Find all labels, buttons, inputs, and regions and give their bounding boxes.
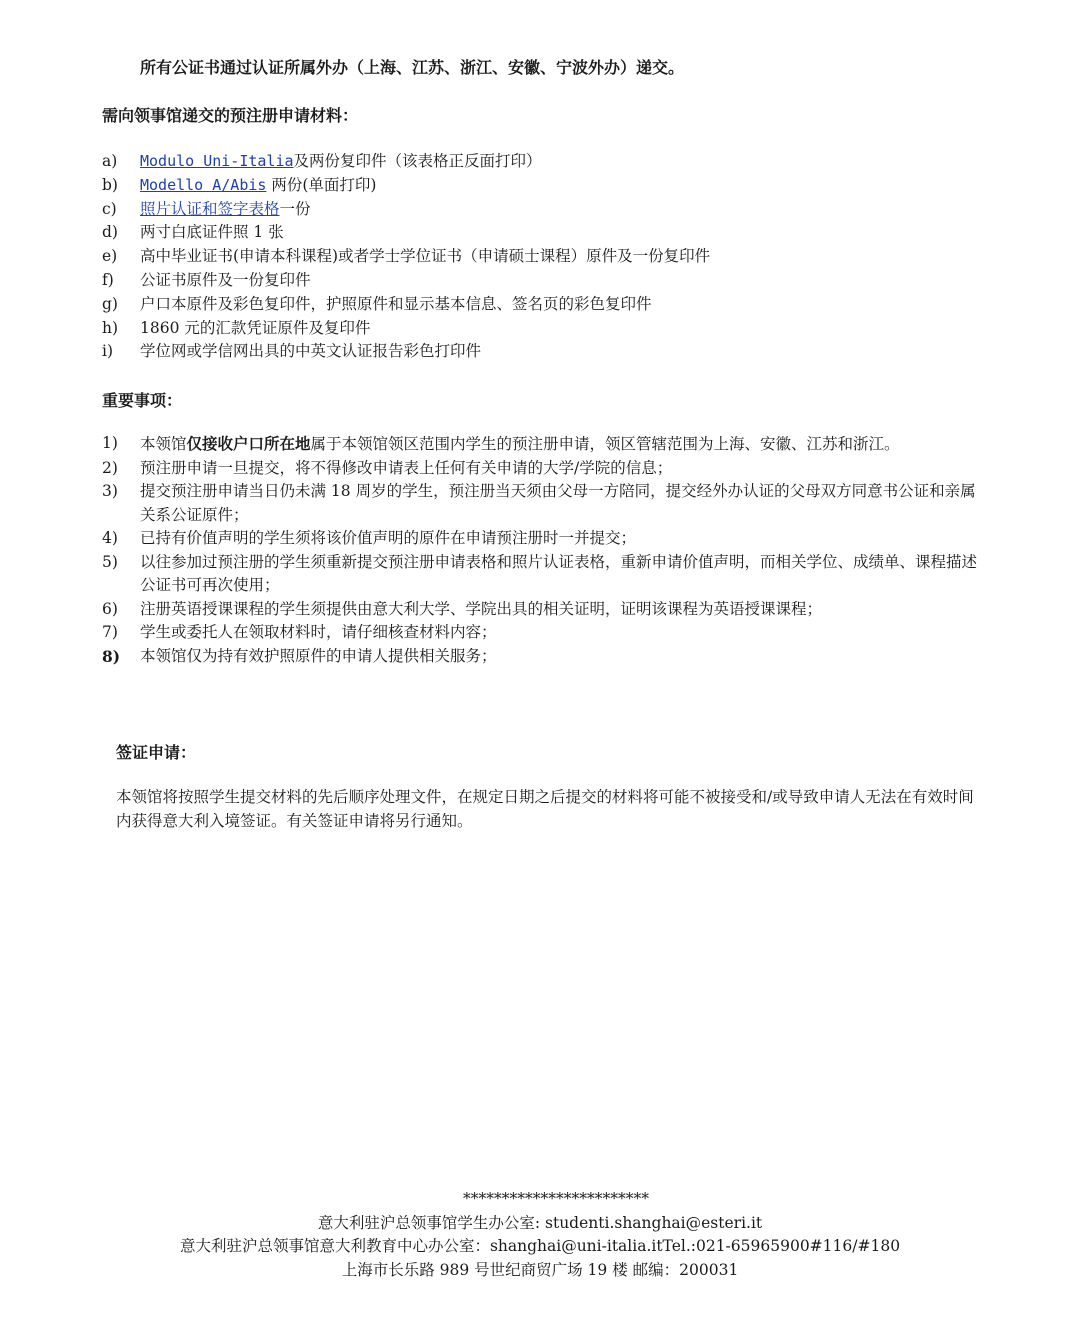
modello-a-abis-link[interactable]: Modello A/Abis xyxy=(140,175,267,194)
list-item xyxy=(102,551,982,598)
list-marker: 2) xyxy=(102,458,118,477)
list-item-text: 提交预注册申请当日仍未满 18 周岁的学生，预注册当天须由父母一方陪同，提交经外办认证的父母双方同意书公证和亲属关系公证原件； xyxy=(140,482,976,524)
list-marker: 1) xyxy=(102,434,118,452)
list-item-text: 户口本原件及彩色复印件，护照原件和显示基本信息、签名页的彩色复印件 xyxy=(140,294,652,313)
list-marker: 4) xyxy=(102,529,118,547)
list-marker: b) xyxy=(102,175,118,194)
list-marker: f) xyxy=(102,270,114,289)
list-item xyxy=(102,457,982,481)
list-marker: i) xyxy=(102,342,114,361)
list-marker: 5) xyxy=(102,552,118,571)
list-item-text: 一份 xyxy=(279,199,311,218)
list-item xyxy=(102,269,982,293)
footer-separator: ************************ xyxy=(463,1190,649,1208)
list-item xyxy=(102,480,982,527)
list-item xyxy=(102,174,982,198)
list-marker: d) xyxy=(102,223,118,242)
list-item xyxy=(102,340,982,364)
list-item-text: 高中毕业证书(申请本科课程)或者学士学位证书（申请硕士课程）原件及一份复印件 xyxy=(140,247,711,266)
list-item xyxy=(102,527,982,551)
list-marker: a) xyxy=(102,152,118,170)
list-item xyxy=(102,245,982,269)
list-item xyxy=(102,198,982,222)
list-item-text: 本领馆仅为持有效护照原件的申请人提供相关服务； xyxy=(140,646,497,665)
list-marker: 7) xyxy=(102,623,118,641)
list-item-text: 学位网或学信网出具的中英文认证报告彩色打印件 xyxy=(140,342,482,361)
list-item-text: 两份(单面打印) xyxy=(271,175,377,194)
materials-heading: 需向领事馆递交的预注册申请材料： xyxy=(102,106,359,125)
list-item xyxy=(102,221,982,245)
list-marker: c) xyxy=(102,199,117,218)
list-marker: 8) xyxy=(102,646,121,666)
list-marker: 6) xyxy=(102,599,118,618)
important-heading: 重要事项： xyxy=(102,391,183,410)
modulo-uni-italia-link[interactable]: Modulo Uni-Italia xyxy=(140,152,294,170)
list-item xyxy=(102,293,982,317)
list-item xyxy=(102,621,982,645)
important-list xyxy=(102,432,982,668)
list-item-text: 1860 元的汇款凭证原件及复印件 xyxy=(140,318,371,337)
footer-student-office: 意大利驻沪总领事馆学生办公室: studenti.shanghai@esteri.it xyxy=(317,1213,763,1232)
list-marker: g) xyxy=(102,294,118,313)
list-item-text: 及两份复印件（该表格正反面打印） xyxy=(293,152,542,170)
list-item xyxy=(102,645,982,669)
materials-list xyxy=(102,150,982,364)
list-item-text: 已持有价值声明的学生须将该价值声明的原件在申请预注册时一并提交； xyxy=(140,529,637,547)
footer-education-office: 意大利驻沪总领事馆意大利教育中心办公室：shanghai@uni-italia.itTel.:021-65965900#116/#180 xyxy=(179,1237,901,1255)
list-marker: 3) xyxy=(102,482,118,500)
list-item-text: 属于本领馆领区范围内学生的预注册申请，领区管辖范围为上海、安徽、江苏和浙江。 xyxy=(310,435,900,453)
list-item-text: 本领馆 xyxy=(140,435,187,453)
list-marker: e) xyxy=(102,247,118,266)
list-item-text: 以往参加过预注册的学生须重新提交预注册申请表格和照片认证表格，重新申请价值声明，而相关学位、成绩单、课程描述公证书可再次使用； xyxy=(140,552,978,594)
footer-address: 上海市长乐路 989 号世纪商贸广场 19 楼 邮编：200031 xyxy=(341,1260,739,1279)
list-item xyxy=(102,150,982,174)
list-marker: h) xyxy=(102,318,119,337)
list-item-text: 注册英语授课课程的学生须提供由意大利大学、学院出具的相关证明，证明该课程为英语授课课程； xyxy=(140,599,823,618)
list-item-text: 预注册申请一旦提交，将不得修改申请表上任何有关申请的大学/学院的信息； xyxy=(140,458,673,477)
photo-signature-form-link[interactable]: 照片认证和签字表格 xyxy=(140,199,280,218)
list-item-text: 学生或委托人在领取材料时，请仔细核查材料内容； xyxy=(140,623,497,641)
list-item xyxy=(102,432,982,457)
list-item xyxy=(102,598,982,622)
emphasis-text: 仅接收户口所在地 xyxy=(186,434,311,453)
footer xyxy=(0,1188,1080,1282)
list-item-text: 公证书原件及一份复印件 xyxy=(140,270,311,289)
list-item-text: 两寸白底证件照 1 张 xyxy=(140,223,284,242)
intro-text: 所有公证书通过认证所属外办（上海、江苏、浙江、安徽、宁波外办）递交。 xyxy=(140,58,685,77)
visa-paragraph: 本领馆将按照学生提交材料的先后顺序处理文件，在规定日期之后提交的材料将可能不被接受和/或导致申请人无法在有效时间内获得意大利入境签证。有关签证申请将另行通知。 xyxy=(116,788,974,830)
list-item xyxy=(102,317,982,341)
visa-heading: 签证申请： xyxy=(116,743,197,762)
